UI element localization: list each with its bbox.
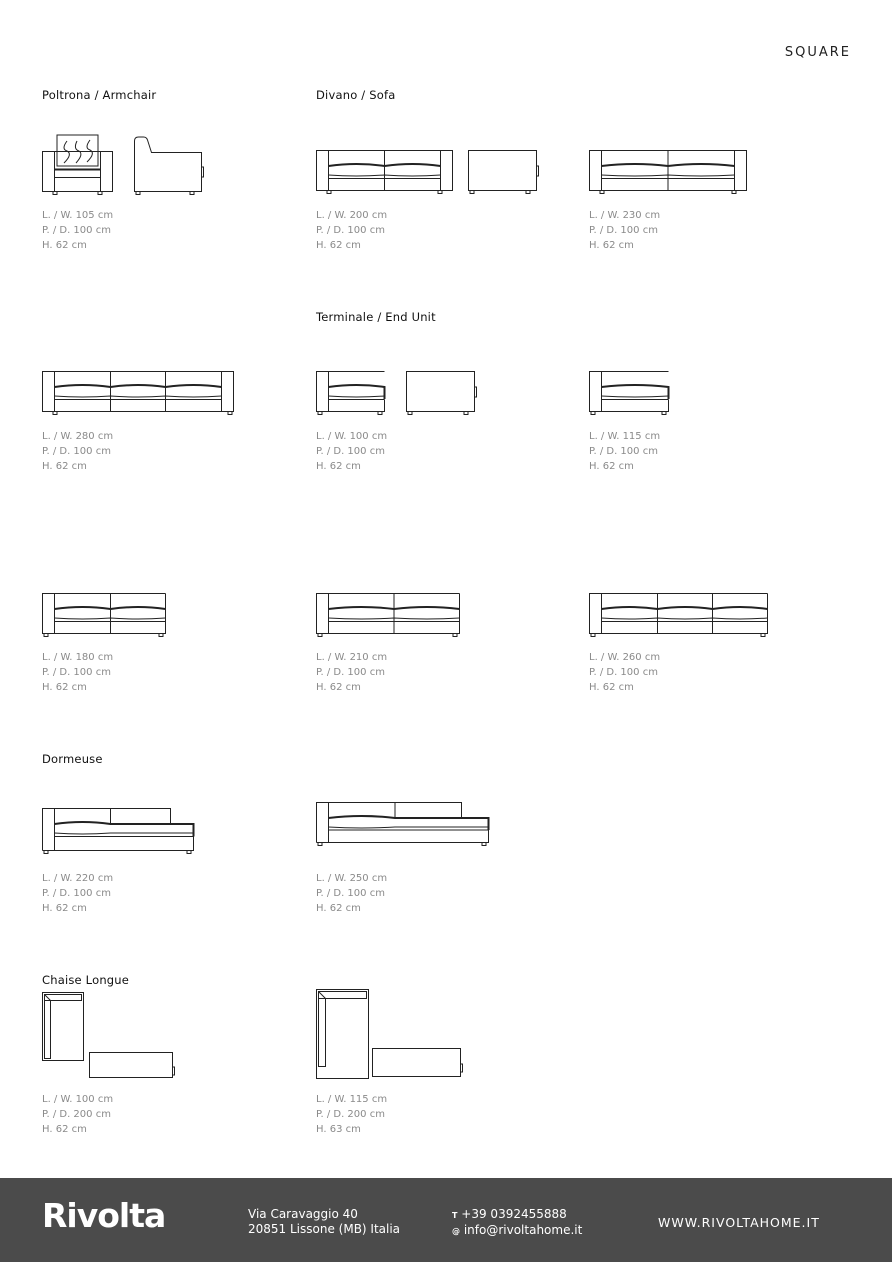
armchair-dimensions: L. / W. 105 cm P. / D. 100 cm H. 62 cm	[42, 210, 114, 251]
end-unit-210-front-drawing	[316, 593, 464, 639]
end-unit-115-dimensions: L. / W. 115 cm P. / D. 100 cm H. 62 cm	[589, 431, 661, 472]
phone-icon: T	[452, 1211, 458, 1220]
footer-address: Via Caravaggio 40 20851 Lissone (MB) Italia	[248, 1207, 401, 1236]
end-unit-115-front-drawing	[589, 371, 673, 417]
heading-end-unit: Terminale / End Unit	[316, 310, 436, 324]
end-unit-180-front-drawing	[42, 593, 170, 639]
end-unit-210-dimensions: L. / W. 210 cm P. / D. 100 cm H. 62 cm	[316, 652, 388, 693]
footer-phone[interactable]: T +39 0392455888	[452, 1207, 567, 1221]
chaise-100-dimensions: L. / W. 100 cm P. / D. 200 cm H. 62 cm	[42, 1094, 114, 1135]
sofa-200-dimensions: L. / W. 200 cm P. / D. 100 cm H. 62 cm	[316, 210, 388, 251]
armchair-side-drawing	[134, 135, 206, 197]
sofa-side-drawing	[468, 150, 542, 196]
end-unit-100-front-drawing	[316, 371, 388, 417]
footer-website-link[interactable]: WWW.RIVOLTAHOME.IT	[658, 1215, 820, 1230]
sofa-280-dimensions: L. / W. 280 cm P. / D. 100 cm H. 62 cm	[42, 431, 114, 472]
heading-dormeuse: Dormeuse	[42, 752, 103, 766]
sofa-230-front-drawing	[589, 150, 751, 196]
footer-email[interactable]: @ info@rivoltahome.it	[452, 1223, 583, 1237]
heading-armchair: Poltrona / Armchair	[42, 88, 157, 102]
armchair-front-drawing	[42, 133, 116, 197]
end-unit-side-drawing	[406, 371, 480, 417]
dormeuse-250-dimensions: L. / W. 250 cm P. / D. 100 cm H. 62 cm	[316, 873, 388, 914]
end-unit-260-front-drawing	[589, 593, 773, 639]
email-icon: @	[452, 1227, 460, 1236]
sofa-200-front-drawing	[316, 150, 456, 196]
chaise-115-top-drawing	[316, 989, 468, 1083]
footer-contact	[452, 1207, 582, 1239]
collection-title: SQUARE	[784, 45, 851, 60]
dormeuse-220-dimensions: L. / W. 220 cm P. / D. 100 cm H. 62 cm	[42, 873, 114, 914]
rivolta-logo: Rivolta	[42, 1196, 166, 1235]
heading-sofa: Divano / Sofa	[316, 88, 396, 102]
dormeuse-250-front-drawing	[316, 802, 494, 852]
dormeuse-220-front-drawing	[42, 808, 198, 856]
footer	[0, 1178, 892, 1262]
heading-chaise-longue: Chaise Longue	[42, 973, 130, 987]
end-unit-180-dimensions: L. / W. 180 cm P. / D. 100 cm H. 62 cm	[42, 652, 114, 693]
chaise-115-dimensions: L. / W. 115 cm P. / D. 200 cm H. 63 cm	[316, 1094, 388, 1135]
sofa-230-dimensions: L. / W. 230 cm P. / D. 100 cm H. 62 cm	[589, 210, 661, 251]
end-unit-100-dimensions: L. / W. 100 cm P. / D. 100 cm H. 62 cm	[316, 431, 388, 472]
chaise-100-top-drawing	[42, 992, 182, 1082]
sofa-280-front-drawing	[42, 371, 238, 417]
end-unit-260-dimensions: L. / W. 260 cm P. / D. 100 cm H. 62 cm	[589, 652, 661, 693]
